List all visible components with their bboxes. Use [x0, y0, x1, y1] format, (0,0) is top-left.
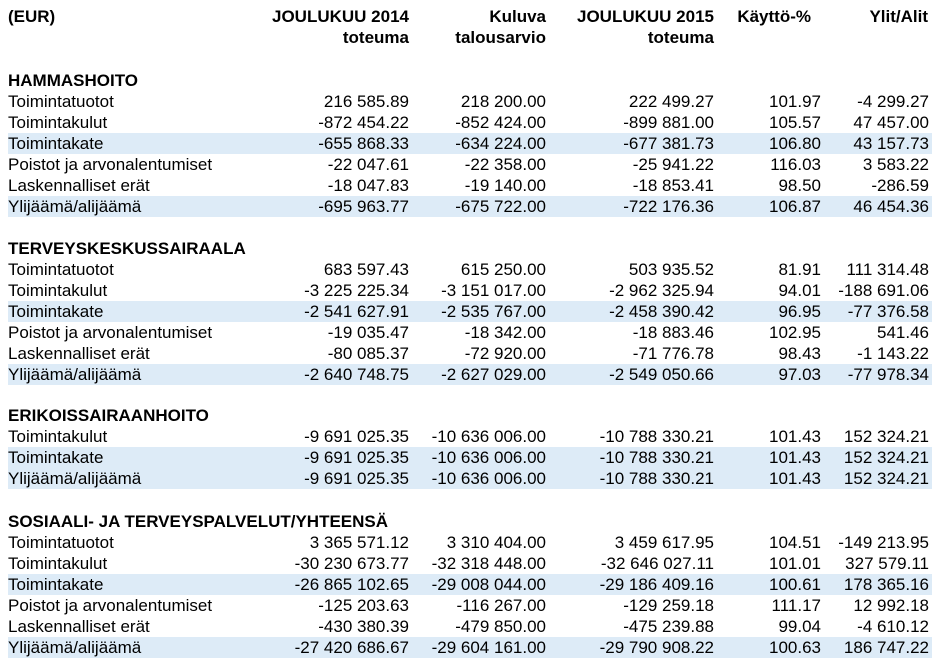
table-row — [8, 112, 932, 133]
table-row — [8, 343, 932, 364]
value-2015: -32 646 027.11 — [600, 554, 714, 573]
value-2015: -18 853.41 — [632, 176, 714, 195]
row-label: Poistot ja arvonalentumiset — [8, 155, 213, 174]
value-over-under: 152 324.21 — [843, 448, 929, 467]
table-row — [8, 553, 932, 574]
table-row — [8, 574, 932, 595]
value-2015: 503 935.52 — [628, 260, 714, 279]
table-row — [8, 301, 932, 322]
value-budget: 615 250.00 — [460, 260, 546, 279]
column-header-line1: JOULUKUU 2015 — [577, 7, 714, 26]
section-title-text: ERIKOISSAIRAANHOITO — [8, 406, 209, 425]
column-header-2014 — [209, 6, 409, 48]
value-over-under: -4 299.27 — [857, 92, 929, 111]
table-row — [8, 280, 932, 301]
value-usage-percent: 101.43 — [769, 448, 821, 467]
value-2014: -9 691 025.35 — [304, 469, 409, 488]
value-2015: -25 941.22 — [632, 155, 714, 174]
row-label: Toimintakate — [8, 302, 104, 321]
value-budget: -10 636 006.00 — [431, 469, 546, 488]
value-2015: 3 459 617.95 — [614, 533, 714, 552]
value-usage-percent: 81.91 — [778, 260, 821, 279]
row-label: Toimintakulut — [8, 281, 108, 300]
value-over-under: 178 365.16 — [843, 575, 929, 594]
value-over-under: 47 457.00 — [853, 113, 929, 132]
table-row — [8, 133, 932, 154]
row-label: Toimintatuotot — [8, 260, 114, 279]
row-label: Ylijäämä/alijäämä — [8, 197, 142, 216]
table-row — [8, 637, 932, 658]
value-over-under: 152 324.21 — [843, 469, 929, 488]
value-over-under: -1 143.22 — [857, 344, 929, 363]
row-label: Toimintatuotot — [8, 92, 114, 111]
value-usage-percent: 106.80 — [769, 134, 821, 153]
value-budget: -3 151 017.00 — [441, 281, 546, 300]
value-over-under: 111 314.48 — [846, 260, 929, 279]
row-label: Toimintakulut — [8, 113, 108, 132]
table-row — [8, 532, 932, 553]
value-2015: -29 186 409.16 — [599, 575, 714, 594]
value-over-under: 12 992.18 — [853, 596, 929, 615]
value-over-under: -4 610.12 — [857, 617, 929, 636]
row-label: Toimintakulut — [8, 427, 108, 446]
value-2015: -10 788 330.21 — [599, 427, 714, 446]
value-budget: -10 636 006.00 — [431, 448, 546, 467]
value-2014: -26 865 102.65 — [294, 575, 409, 594]
column-header-2015 — [544, 6, 714, 48]
value-usage-percent: 102.95 — [769, 323, 821, 342]
value-usage-percent: 116.03 — [770, 155, 821, 174]
value-2014: -872 454.22 — [318, 113, 409, 132]
section-title-text: TERVEYSKESKUSSAIRAALA — [8, 239, 246, 258]
row-label: Toimintakate — [8, 575, 104, 594]
value-budget: -852 424.00 — [455, 113, 546, 132]
unit-label: (EUR) — [8, 7, 56, 26]
value-usage-percent: 101.43 — [769, 427, 821, 446]
value-over-under: -77 376.58 — [847, 302, 929, 321]
table-row — [8, 154, 932, 175]
value-over-under: 327 579.11 — [845, 554, 929, 573]
value-budget: -29 604 161.00 — [431, 638, 546, 657]
row-label: Toimintakulut — [8, 554, 108, 573]
value-budget: -72 920.00 — [464, 344, 546, 363]
value-budget: -32 318 448.00 — [431, 554, 546, 573]
value-usage-percent: 101.97 — [769, 92, 821, 111]
value-usage-percent: 106.87 — [769, 197, 821, 216]
value-usage-percent: 111.17 — [771, 596, 821, 615]
row-label: Poistot ja arvonalentumiset — [8, 323, 213, 342]
value-over-under: 3 583.22 — [862, 155, 929, 174]
value-2015: -29 790 908.22 — [599, 638, 714, 657]
value-over-under: 46 454.36 — [853, 197, 929, 216]
value-2014: -9 691 025.35 — [304, 448, 409, 467]
value-budget: -19 140.00 — [464, 176, 546, 195]
value-usage-percent: 101.43 — [769, 469, 821, 488]
column-header-line2: talousarvio — [455, 28, 546, 47]
value-2014: 3 365 571.12 — [309, 533, 409, 552]
row-label: Laskennalliset erät — [8, 176, 150, 195]
section-title — [8, 70, 932, 91]
table-row — [8, 616, 932, 637]
value-2014: -2 541 627.91 — [304, 302, 409, 321]
section-title — [8, 511, 932, 532]
table-row — [8, 196, 932, 217]
value-2015: -2 549 050.66 — [609, 365, 714, 384]
value-over-under: -188 691.06 — [838, 281, 929, 300]
value-2015: -677 381.73 — [623, 134, 714, 153]
table-row — [8, 447, 932, 468]
value-2015: -71 776.78 — [632, 344, 714, 363]
row-label: Toimintakate — [8, 134, 104, 153]
value-budget: -18 342.00 — [464, 323, 546, 342]
column-header-line1: Kuluva — [489, 7, 546, 26]
value-over-under: 152 324.21 — [843, 427, 929, 446]
section-title — [8, 238, 932, 259]
value-2014: -9 691 025.35 — [304, 427, 409, 446]
value-budget: -479 850.00 — [455, 617, 546, 636]
table-row — [8, 259, 932, 280]
table-row — [8, 364, 932, 385]
value-over-under: 541.46 — [877, 323, 929, 342]
table-row — [8, 468, 932, 489]
value-over-under: -286.59 — [871, 176, 929, 195]
column-header-line1: Ylit/Alit — [869, 7, 928, 26]
value-2014: 216 585.89 — [323, 92, 409, 111]
value-2014: -430 380.39 — [318, 617, 409, 636]
row-label: Laskennalliset erät — [8, 344, 150, 363]
value-usage-percent: 100.63 — [769, 638, 821, 657]
value-budget: -2 627 029.00 — [441, 365, 546, 384]
value-usage-percent: 94.01 — [778, 281, 821, 300]
row-label: Poistot ja arvonalentumiset — [8, 596, 213, 615]
column-header-line2: toteuma — [342, 28, 409, 47]
value-usage-percent: 96.95 — [778, 302, 821, 321]
value-2014: -30 230 673.77 — [294, 554, 409, 573]
value-budget: 218 200.00 — [460, 92, 546, 111]
column-header-line2: toteuma — [647, 28, 714, 47]
value-usage-percent: 100.61 — [769, 575, 821, 594]
value-2014: -27 420 686.67 — [294, 638, 409, 657]
column-header-line1: Käyttö-% — [737, 7, 811, 26]
value-usage-percent: 97.03 — [778, 365, 821, 384]
row-label: Toimintakate — [8, 448, 104, 467]
value-budget: -29 008 044.00 — [431, 575, 546, 594]
section-title-text: HAMMASHOITO — [8, 71, 139, 90]
value-budget: -116 267.00 — [456, 596, 546, 615]
column-header-line1: JOULUKUU 2014 — [272, 7, 409, 26]
value-2014: -655 868.33 — [318, 134, 409, 153]
column-header-budget — [406, 6, 546, 48]
value-usage-percent: 98.50 — [778, 176, 821, 195]
value-budget: -22 358.00 — [464, 155, 546, 174]
row-label: Laskennalliset erät — [8, 617, 150, 636]
value-budget: 3 310 404.00 — [446, 533, 546, 552]
row-label: Ylijäämä/alijäämä — [8, 469, 142, 488]
table-row — [8, 175, 932, 196]
value-2015: -899 881.00 — [623, 113, 714, 132]
row-label: Ylijäämä/alijäämä — [8, 638, 142, 657]
value-budget: -10 636 006.00 — [431, 427, 546, 446]
value-2014: -19 035.47 — [327, 323, 409, 342]
value-2015: -2 458 390.42 — [609, 302, 714, 321]
value-2015: -129 259.18 — [623, 596, 714, 615]
value-usage-percent: 104.51 — [769, 533, 821, 552]
value-over-under: -149 213.95 — [838, 533, 929, 552]
value-usage-percent: 99.04 — [778, 617, 821, 636]
value-2015: -10 788 330.21 — [599, 469, 714, 488]
value-usage-percent: 101.01 — [769, 554, 821, 573]
table-row — [8, 322, 932, 343]
section-title-text: SOSIAALI- JA TERVEYSPALVELUT/YHTEENSÄ — [8, 512, 389, 531]
value-2014: -3 225 225.34 — [304, 281, 409, 300]
value-budget: -675 722.00 — [455, 197, 546, 216]
value-2015: -722 176.36 — [623, 197, 714, 216]
column-header-usage-percent — [711, 6, 811, 27]
value-2015: -2 962 325.94 — [609, 281, 714, 300]
value-2015: -18 883.46 — [632, 323, 714, 342]
value-2014: -18 047.83 — [327, 176, 409, 195]
value-2015: 222 499.27 — [628, 92, 714, 111]
value-over-under: 43 157.73 — [853, 134, 929, 153]
column-header-over-under — [828, 6, 928, 27]
value-2014: 683 597.43 — [323, 260, 409, 279]
value-budget: -634 224.00 — [455, 134, 546, 153]
value-budget: -2 535 767.00 — [441, 302, 546, 321]
value-usage-percent: 105.57 — [769, 113, 821, 132]
value-2014: -80 085.37 — [327, 344, 409, 363]
row-label: Ylijäämä/alijäämä — [8, 365, 142, 384]
table-row — [8, 91, 932, 112]
row-label: Toimintatuotot — [8, 533, 114, 552]
value-usage-percent: 98.43 — [778, 344, 821, 363]
value-2014: -125 203.63 — [318, 596, 409, 615]
table-row — [8, 595, 932, 616]
value-2015: -10 788 330.21 — [599, 448, 714, 467]
value-2014: -695 963.77 — [318, 197, 409, 216]
value-2015: -475 239.88 — [623, 617, 714, 636]
value-over-under: 186 747.22 — [843, 638, 929, 657]
value-2014: -22 047.61 — [327, 155, 409, 174]
table-row — [8, 426, 932, 447]
value-2014: -2 640 748.75 — [304, 365, 409, 384]
section-title — [8, 405, 932, 426]
value-over-under: -77 978.34 — [847, 365, 929, 384]
